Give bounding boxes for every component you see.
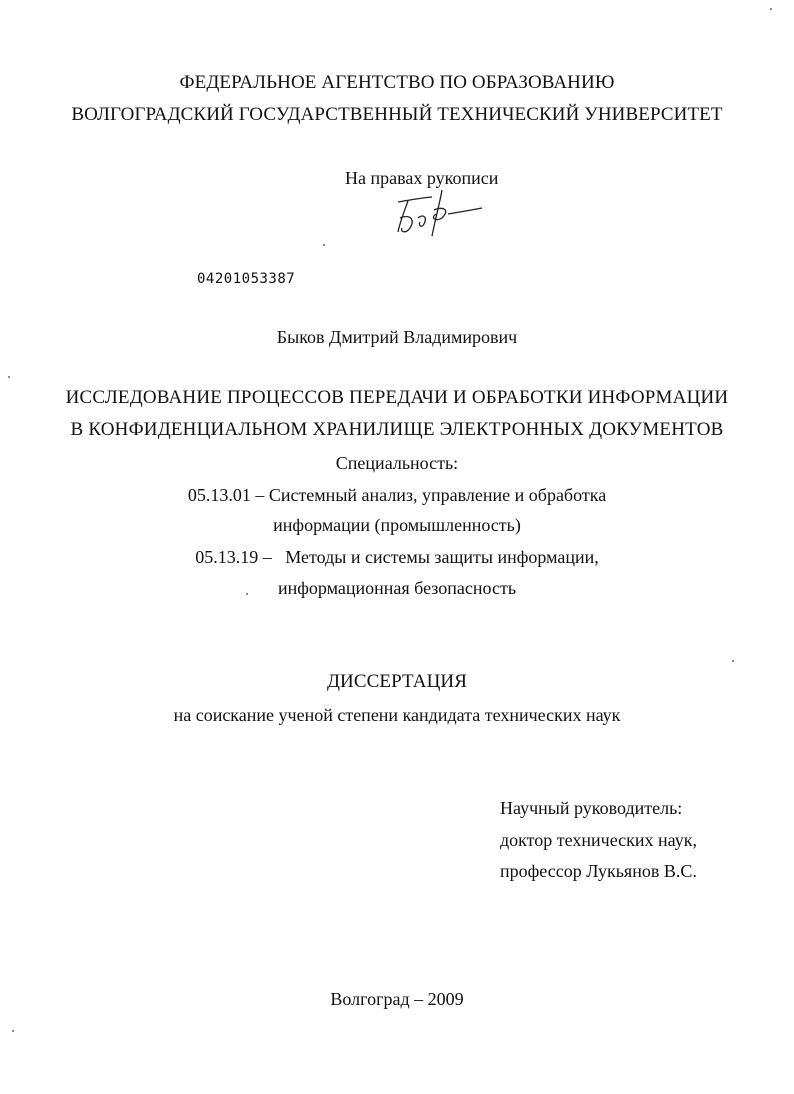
handwritten-signature [390,188,485,240]
specialty-1-line-1: 05.13.01 – Системный анализ, управление и обработка [187,485,607,505]
agency-heading: ФЕДЕРАЛЬНОЕ АГЕНТСТВО ПО ОБРАЗОВАНИЮ [179,72,615,93]
scan-speck [323,244,325,246]
advisor-label: Научный руководитель: [500,798,683,818]
dissertation-title-line-2: В КОНФИДЕНЦИАЛЬНОМ ХРАНИЛИЩЕ ЭЛЕКТРОННЫХ ДОКУМЕНТОВ [70,419,724,440]
scan-speck [732,660,734,662]
place-year: Волгоград – 2009 [330,989,464,1009]
specialty-2-line-2: информационная безопасность [277,578,517,598]
specialty-1-line-2: информации (промышленность) [273,515,521,535]
author-name: Быков Дмитрий Владимирович [276,327,518,347]
scan-speck [12,1030,14,1032]
specialty-2-line-1: 05.13.19 – Методы и системы защиты информации, [195,547,599,567]
specialty-label: Специальность: [335,453,459,473]
scan-speck [8,376,10,378]
dissertation-title-line-1: ИССЛЕДОВАНИЕ ПРОЦЕССОВ ПЕРЕДАЧИ И ОБРАБОТКИ ИНФОРМАЦИИ [65,387,729,408]
degree-line: на соискание ученой степени кандидата технических наук [173,705,621,725]
university-heading: ВОЛГОГРАДСКИЙ ГОСУДАРСТВЕННЫЙ ТЕХНИЧЕСКИЙ УНИВЕРСИТЕТ [71,104,723,125]
inventory-number: 04201053387 [197,271,296,287]
work-type-heading: ДИССЕРТАЦИЯ [326,671,468,692]
advisor-degree: доктор технических наук, [500,830,697,850]
scan-speck [770,8,772,10]
advisor-name: профессор Лукьянов В.С. [500,861,697,881]
scan-speck [246,593,248,595]
manuscript-note: На правах рукописи [345,168,499,188]
